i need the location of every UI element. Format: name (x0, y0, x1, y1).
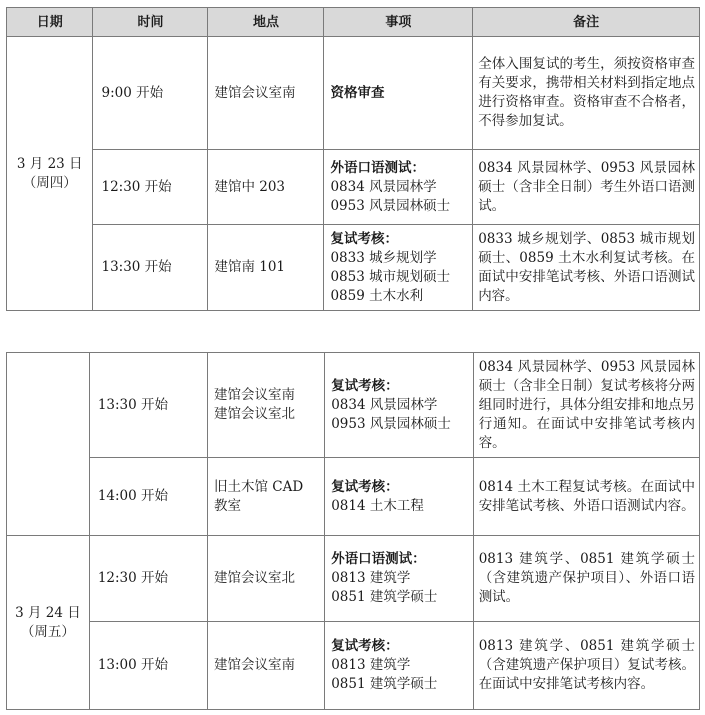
table-row (7, 150, 700, 225)
item-cell (325, 536, 474, 622)
item-cell (325, 458, 474, 536)
time-cell: 12:30 开始 (93, 150, 208, 225)
item-line: 0834 风景园林学 (330, 178, 437, 195)
weekday-text: （周四） (22, 174, 77, 191)
time-cell: 14:00 开始 (89, 458, 207, 536)
item-line: 0859 土木水利 (330, 287, 424, 304)
time-cell: 12:30 开始 (89, 536, 207, 622)
item-line: 0833 城乡规划学 (330, 249, 437, 266)
item-title: 复试考核： (331, 478, 399, 495)
schedule-table-1 (6, 7, 700, 311)
place-line: 建馆会议室南 (214, 387, 296, 403)
header-item: 事项 (324, 8, 473, 37)
note-cell: 0834 风景园林学、0953 风景园林硕士（含非全日制）考生外语口语测试。 (473, 150, 700, 225)
time-cell: 13:00 开始 (89, 622, 207, 710)
time-cell: 13:30 开始 (89, 353, 207, 458)
item-title: 复试考核： (330, 230, 398, 247)
item-title: 外语口语测试： (330, 159, 425, 176)
item-line: 0814 土木工程 (331, 497, 424, 514)
place-cell: 建馆会议室北 (208, 536, 325, 622)
place-cell: 建馆南 101 (208, 225, 324, 311)
table-row (7, 353, 700, 458)
place-line: 教室 (214, 497, 242, 514)
header-place: 地点 (208, 8, 324, 37)
item-line: 0853 城市规划硕士 (330, 268, 451, 285)
note-cell: 0834 风景园林学、0953 风景园林硕士（含非全日制）复试考核将分两组同时进行，具体分组安排和地点另行通知。在面试中安排笔试考核内容。 (473, 353, 699, 458)
note-cell: 0833 城乡规划学、0853 城市规划硕士、0859 土木水利复试考核。在面试中安排笔试考核、外语口语测试内容。 (473, 225, 700, 311)
time-cell: 13:30 开始 (93, 225, 208, 311)
item-line: 0813 建筑学 (331, 657, 411, 673)
table-row (7, 37, 700, 150)
table-row (7, 458, 700, 536)
item-cell (325, 353, 474, 458)
item-cell (325, 622, 474, 710)
item-title: 外语口语测试： (331, 551, 426, 567)
place-cell: 建馆会议室南 (208, 37, 324, 150)
table-row (7, 225, 700, 311)
note-cell: 0813 建筑学、0851 建筑学硕士（含建筑遗产保护项目）、外语口语测试。 (473, 536, 699, 622)
item-line: 0953 风景园林硕士 (330, 197, 451, 214)
item-cell (324, 225, 473, 311)
item-line: 0851 建筑学硕士 (331, 676, 438, 692)
place-cell (208, 353, 325, 458)
item-cell (324, 150, 473, 225)
header-note: 备注 (473, 8, 700, 37)
header-date: 日期 (7, 8, 93, 37)
table-row (7, 622, 700, 710)
place-cell (208, 458, 325, 536)
item-cell (324, 37, 473, 150)
note-cell: 0813 建筑学、0851 建筑学硕士（含建筑遗产保护项目）复试考核。在面试中安排笔试考核内容。 (473, 622, 699, 710)
place-cell: 建馆中 203 (208, 150, 324, 225)
date-text: 3 月 23 日 (16, 155, 83, 172)
item-line: 0953 风景园林硕士 (331, 415, 451, 432)
header-row (7, 8, 700, 37)
place-line: 旧土木馆 CAD (214, 478, 304, 495)
date-cell-empty (7, 353, 90, 536)
item-line: 0834 风景园林学 (331, 396, 438, 413)
note-cell: 全体入围复试的考生，须按资格审查有关要求，携带相关材料到指定地点进行资格审查。资格审查不合格者，不得参加复试。 (473, 37, 700, 150)
header-time: 时间 (93, 8, 208, 37)
item-title: 复试考核： (331, 377, 399, 394)
table-row (7, 536, 700, 622)
weekday-text: （周五） (20, 623, 75, 640)
item-title: 复试考核： (331, 638, 399, 654)
place-cell: 建馆会议室南 (208, 622, 325, 710)
item-title: 资格审查 (330, 84, 385, 101)
date-cell (7, 536, 90, 710)
schedule-table-2 (6, 352, 700, 710)
note-cell: 0814 土木工程复试考核。在面试中安排笔试考核、外语口语测试内容。 (473, 458, 699, 536)
place-line: 建馆会议室北 (214, 406, 296, 422)
time-cell: 9:00 开始 (93, 37, 208, 150)
item-line: 0851 建筑学硕士 (331, 589, 438, 605)
date-text: 3 月 24 日 (15, 604, 81, 621)
item-line: 0813 建筑学 (331, 570, 411, 586)
date-cell (7, 37, 93, 311)
